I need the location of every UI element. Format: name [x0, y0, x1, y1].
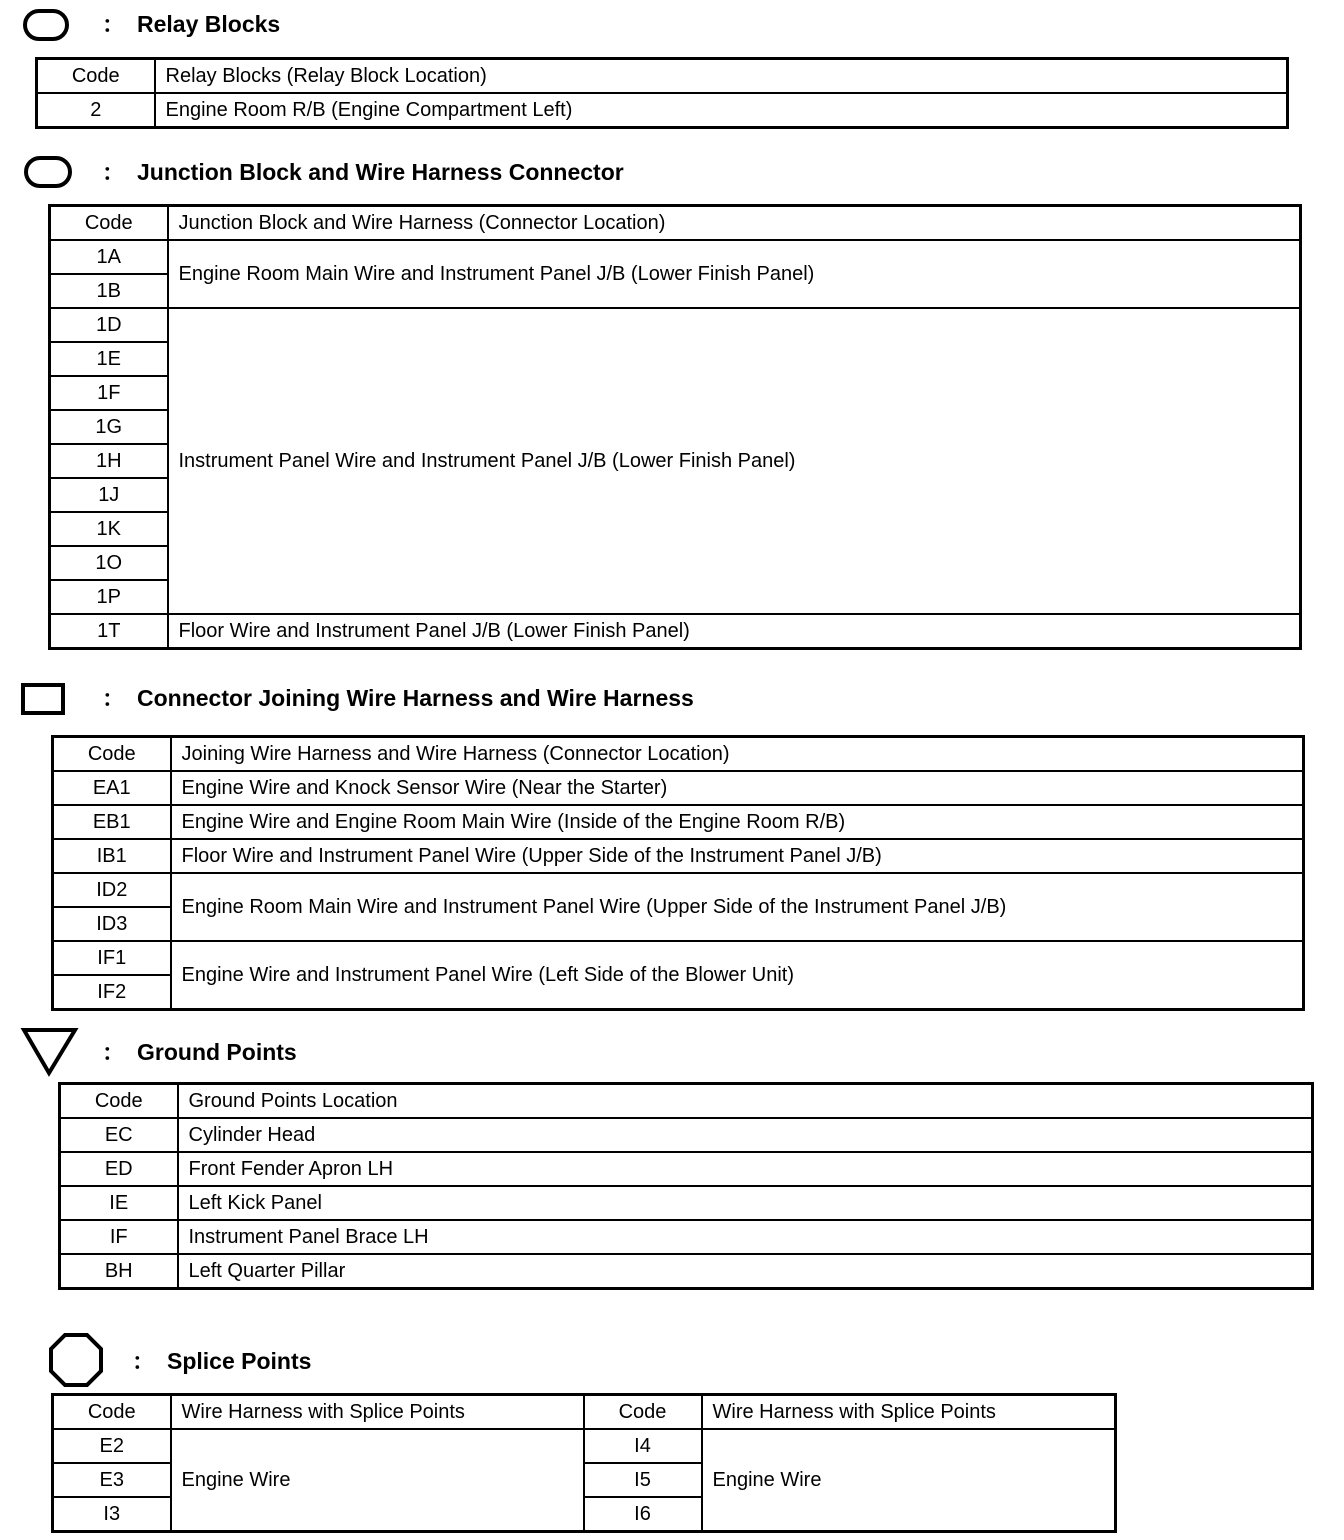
table-header-row — [37, 59, 1288, 94]
row-code: EA1 — [53, 771, 171, 805]
row-code: ID3 — [53, 907, 171, 941]
junction-section-header — [22, 154, 922, 194]
row-desc: Engine Room Main Wire and Instrument Panel Wire (Upper Side of the Instrument Panel J/B) — [171, 873, 1304, 941]
table-row — [50, 614, 1301, 649]
ground-table — [58, 1082, 1314, 1290]
ground-triangle-icon — [20, 1026, 80, 1078]
header-code: Code — [53, 1395, 171, 1430]
row-code: ID2 — [53, 873, 171, 907]
table-row — [53, 941, 1304, 975]
connector-table — [51, 735, 1305, 1011]
row-code: IE — [60, 1186, 178, 1220]
row-code: 1H — [50, 444, 168, 478]
row-desc: Cylinder Head — [178, 1118, 1313, 1152]
row-code: I6 — [584, 1497, 702, 1532]
table-header-row — [53, 737, 1304, 772]
row-desc: Engine Wire and Instrument Panel Wire (Left Side of the Blower Unit) — [171, 941, 1304, 1010]
header-desc: Wire Harness with Splice Points — [171, 1395, 584, 1430]
table-row — [60, 1186, 1313, 1220]
row-desc: Engine Wire — [702, 1429, 1116, 1532]
table-row — [53, 805, 1304, 839]
table-row — [50, 308, 1301, 342]
row-desc: Left Kick Panel — [178, 1186, 1313, 1220]
row-code: EC — [60, 1118, 178, 1152]
row-code: E3 — [53, 1463, 171, 1497]
row-code: I5 — [584, 1463, 702, 1497]
row-code: 2 — [37, 93, 155, 128]
row-desc: Floor Wire and Instrument Panel J/B (Lower Finish Panel) — [168, 614, 1301, 649]
splice-table — [51, 1393, 1117, 1533]
table-header-row — [60, 1084, 1313, 1119]
header-desc: Joining Wire Harness and Wire Harness (Connector Location) — [171, 737, 1304, 772]
junction-title: Junction Block and Wire Harness Connector — [137, 159, 624, 185]
table-row — [60, 1254, 1313, 1289]
row-code: IB1 — [53, 839, 171, 873]
table-row — [53, 873, 1304, 907]
row-desc: Front Fender Apron LH — [178, 1152, 1313, 1186]
row-code: 1T — [50, 614, 168, 649]
table-row — [53, 771, 1304, 805]
splice-title: Splice Points — [167, 1348, 312, 1374]
row-desc: Left Quarter Pillar — [178, 1254, 1313, 1289]
connector-symbol-icon — [20, 682, 68, 718]
header-desc: Relay Blocks (Relay Block Location) — [155, 59, 1288, 94]
connector-section-header — [20, 680, 920, 720]
colon: ： — [102, 11, 125, 37]
row-code: 1F — [50, 376, 168, 410]
junction-block-symbol-icon — [22, 154, 74, 190]
row-code: 1D — [50, 308, 168, 342]
colon: ： — [132, 1348, 155, 1374]
row-code: IF — [60, 1220, 178, 1254]
ground-section-header — [20, 1026, 720, 1078]
header-code: Code — [37, 59, 155, 94]
table-row — [60, 1152, 1313, 1186]
row-desc: Engine Wire — [171, 1429, 584, 1532]
table-row — [60, 1220, 1313, 1254]
row-code: 1E — [50, 342, 168, 376]
table-row — [53, 1429, 1116, 1463]
table-header-row — [53, 1395, 1116, 1430]
colon: ： — [102, 1039, 125, 1065]
header-desc: Ground Points Location — [178, 1084, 1313, 1119]
table-row — [37, 93, 1288, 128]
header-code: Code — [53, 737, 171, 772]
relay-title: Relay Blocks — [137, 11, 281, 37]
relay-section-header — [22, 6, 722, 46]
table-row — [60, 1118, 1313, 1152]
row-code: 1K — [50, 512, 168, 546]
table-header-row — [50, 206, 1301, 241]
row-code: 1B — [50, 274, 168, 308]
ground-title: Ground Points — [137, 1039, 297, 1065]
row-desc: Engine Wire and Knock Sensor Wire (Near the Starter) — [171, 771, 1304, 805]
row-code: E2 — [53, 1429, 171, 1463]
row-desc: Instrument Panel Brace LH — [178, 1220, 1313, 1254]
colon: ： — [102, 685, 125, 711]
row-desc: Instrument Panel Wire and Instrument Panel J/B (Lower Finish Panel) — [168, 308, 1301, 614]
header-code: Code — [584, 1395, 702, 1430]
row-code: 1G — [50, 410, 168, 444]
row-code: 1J — [50, 478, 168, 512]
row-code: IF1 — [53, 941, 171, 975]
row-code: 1O — [50, 546, 168, 580]
relay-block-symbol-icon — [22, 8, 70, 42]
splice-section-header — [48, 1332, 748, 1388]
header-desc: Wire Harness with Splice Points — [702, 1395, 1116, 1430]
colon: ： — [102, 159, 125, 185]
junction-table — [48, 204, 1302, 650]
table-row — [53, 839, 1304, 873]
header-desc: Junction Block and Wire Harness (Connector Location) — [168, 206, 1301, 241]
row-code: 1A — [50, 240, 168, 274]
relay-table — [35, 57, 1289, 129]
row-code: 1P — [50, 580, 168, 614]
splice-octagon-icon — [48, 1332, 104, 1388]
row-desc: Engine Room R/B (Engine Compartment Left) — [155, 93, 1288, 128]
row-code: ED — [60, 1152, 178, 1186]
row-desc: Engine Wire and Engine Room Main Wire (Inside of the Engine Room R/B) — [171, 805, 1304, 839]
row-code: EB1 — [53, 805, 171, 839]
header-code: Code — [60, 1084, 178, 1119]
row-code: IF2 — [53, 975, 171, 1010]
row-desc: Floor Wire and Instrument Panel Wire (Upper Side of the Instrument Panel J/B) — [171, 839, 1304, 873]
header-code: Code — [50, 206, 168, 241]
row-code: I3 — [53, 1497, 171, 1532]
connector-title: Connector Joining Wire Harness and Wire Harness — [137, 685, 694, 711]
table-row — [50, 240, 1301, 274]
row-desc: Engine Room Main Wire and Instrument Panel J/B (Lower Finish Panel) — [168, 240, 1301, 308]
row-code: BH — [60, 1254, 178, 1289]
row-code: I4 — [584, 1429, 702, 1463]
